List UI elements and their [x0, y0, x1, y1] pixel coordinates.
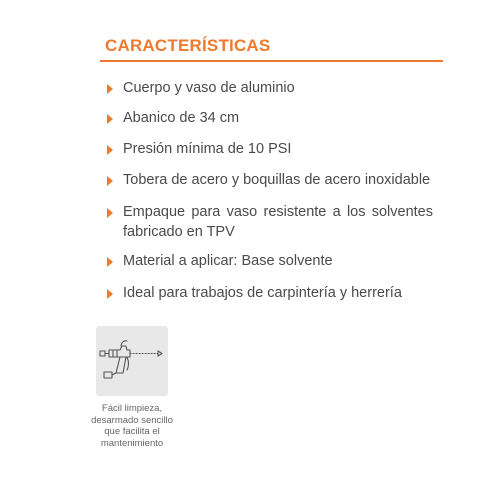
triangle-bullet-icon — [107, 257, 113, 267]
triangle-bullet-icon — [107, 176, 113, 186]
triangle-bullet-icon — [107, 289, 113, 299]
triangle-bullet-icon — [107, 114, 113, 124]
feature-text: Cuerpo y vaso de aluminio — [123, 80, 295, 96]
feature-tile-caption: Fácil limpieza, desarmado sencillo que facilita el mantenimiento — [91, 403, 173, 449]
triangle-bullet-icon — [107, 84, 113, 94]
section-divider — [100, 60, 443, 62]
feature-text: Abanico de 34 cm — [123, 110, 240, 126]
spray-gun-icon — [96, 326, 168, 396]
feature-text: Presión mínima de 10 PSI — [123, 141, 292, 157]
feature-text: Tobera de acero y boquillas de acero inoxidable — [123, 172, 431, 188]
feature-text: Ideal para trabajos de carpintería y herrería — [123, 285, 402, 301]
feature-text: Material a aplicar: Base solvente — [123, 253, 333, 269]
section-title: CARACTERÍSTICAS — [105, 36, 271, 55]
triangle-bullet-icon — [107, 145, 113, 155]
feature-tile — [96, 326, 168, 396]
triangle-bullet-icon — [107, 208, 113, 218]
feature-text: Empaque para vaso resistente a los solventes fabricado en TPV — [123, 204, 433, 240]
